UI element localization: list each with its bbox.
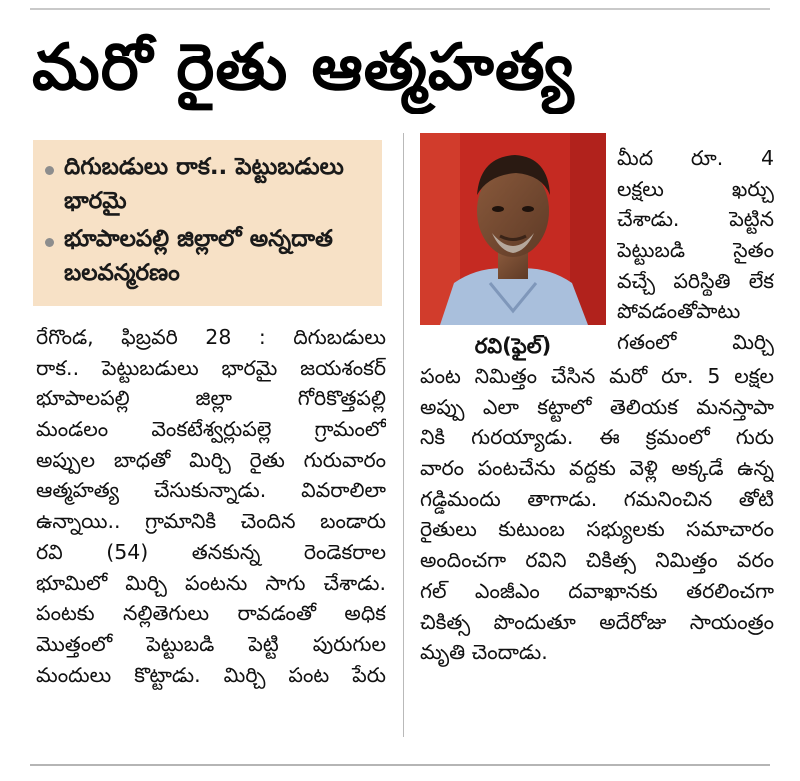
text-line: మీద రూ. 4 <box>617 146 774 170</box>
text-line: పెట్టుబడి సైతం <box>617 238 774 263</box>
text-line: అప్పు ఎలా కట్టాలో తెలియక మనస్తాపా <box>420 394 774 419</box>
article-column-right-top <box>617 143 774 358</box>
text-line: రవి (54) తనకున్న రెండెకరాల <box>36 539 386 564</box>
text-line: పంట నిమిత్తం చేసిన మరో రూ. 5 లక్షల <box>420 364 774 388</box>
highlights-box <box>33 140 382 306</box>
highlight-text: దిగుబడులు రాక.. పెట్టుబడులు భారమై <box>64 154 344 214</box>
text-line: వారం పంటచేను వద్దకు వెళ్లి అక్కడే ఉన్న <box>420 456 774 481</box>
text-line: చికిత్స పొందుతూ అదేరోజు సాయంత్రం <box>420 609 774 634</box>
text-line: భూపాలపల్లి జిల్లా గోరికొత్తపల్లి <box>36 386 386 411</box>
top-rule <box>30 8 770 10</box>
article-column-right <box>420 361 774 668</box>
text-line: గతంలో మిర్చి <box>617 330 774 355</box>
text-line: ఉన్నాయి.. గ్రామానికి చెందిన బండారు <box>36 509 386 534</box>
text-line: మృతి చెందాడు. <box>420 640 548 665</box>
column-divider <box>403 133 404 737</box>
text-line: రేగొండ, ఫిబ్రవరి 28 : దిగుబడులు <box>36 325 386 349</box>
bullet-icon <box>45 238 54 247</box>
text-line: నికి గురయ్యాడు. ఈ క్రమంలో గురు <box>420 425 774 450</box>
text-line: రైతులు కుటుంబ సభ్యులకు సమాచారం <box>420 517 774 542</box>
text-line: మొత్తంలో పెట్టుబడి పెట్టి పురుగుల <box>36 631 386 656</box>
farmer-portrait-icon <box>420 133 606 325</box>
highlight-item <box>45 150 372 218</box>
text-line: వచ్చే పరిస్థితి లేక <box>617 268 774 293</box>
text-line: అందించగా రవిని చికిత్స నిమిత్తం వరం <box>420 548 774 573</box>
text-line: గల్ ఎంజీఎం దవాఖానకు తరలించగా <box>420 578 774 603</box>
highlight-text: భూపాలపల్లి జిల్లాలో అన్నదాత బలవన్మరణం <box>64 226 333 286</box>
text-line: ఆత్మహత్య చేసుకున్నాడు. వివరాలిలా <box>36 478 386 503</box>
photo-caption: రవి(ఫైల్) <box>474 334 552 358</box>
text-line: పోవడంతోపాటు <box>617 299 741 324</box>
text-line: మండలం వెంకటేశ్వర్లుపల్లె గ్రామంలో <box>36 417 386 442</box>
text-line: పంటకు నల్లితెగులు రావడంతో అధిక <box>36 601 386 626</box>
text-line: గడ్డిమందు తాగాడు. గమనించిన తోటి <box>420 486 774 511</box>
text-line: రాక.. పెట్టుబడులు భారమై జయశంకర్ <box>36 355 386 380</box>
article-column-left <box>36 322 386 690</box>
text-line: లక్షలు ఖర్చు <box>617 176 774 201</box>
text-line: అప్పుల బాధతో మిర్చి రైతు గురువారం <box>36 447 386 472</box>
text-line: చేశాడు. పెట్టిన <box>617 207 774 232</box>
farmer-photo <box>420 133 606 325</box>
bottom-rule <box>30 764 770 766</box>
highlight-item <box>45 222 372 290</box>
text-line: భూమిలో మిర్చి పంటను సాగు చేశాడు. <box>36 570 386 595</box>
bullet-icon <box>45 166 54 175</box>
headline: మరో రైతు ఆత్మహత్య <box>32 31 575 105</box>
text-line: మందులు కొట్టాడు. మిర్చి పంట పేరు <box>36 662 386 687</box>
